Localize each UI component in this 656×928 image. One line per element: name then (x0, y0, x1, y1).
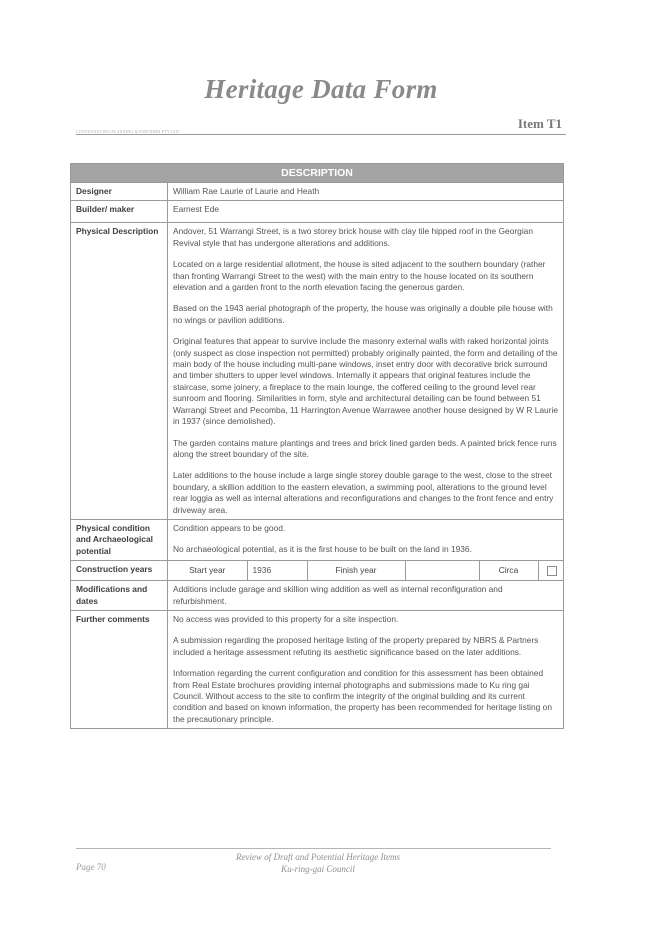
page-title: Heritage Data Form (204, 74, 438, 104)
paragraph: Condition appears to be good. (173, 522, 286, 533)
circa-cell (538, 561, 565, 580)
physical-description-row (71, 223, 564, 520)
footer-council-name: Ku-ring-gai Council (281, 864, 355, 874)
designer-row (71, 183, 564, 201)
further-comments-label: Further comments (71, 610, 168, 728)
start-year-label: Start year (189, 564, 226, 575)
physical-description-value (168, 223, 564, 520)
finish-year-value (405, 561, 479, 580)
modifications-value: Additions include garage and skillion wing addition as well as internal reconfiguration and refurbishment. (168, 581, 564, 611)
circa-checkbox[interactable] (547, 566, 557, 576)
start-year-value: 1936 (247, 561, 307, 580)
paragraph: No access was provided to this property for a site inspection. (173, 613, 399, 624)
construction-years-row (71, 561, 564, 581)
paragraph: No archaeological potential, as it is the first house to be built on the land in 1936. (173, 544, 472, 555)
construction-years-label: Construction years (71, 561, 168, 581)
paragraph: Located on a large residential allotment, the house is sited adjacent to the southern boundary (rather than fronting Warrangi Street to the west) with the main entry to the house located on its southern elevation and a garden front to the north elevation facing the generous garden. (173, 259, 546, 293)
section-header: DESCRIPTION (71, 164, 564, 183)
footer-rule (76, 848, 551, 849)
modifications-label: Modifications and dates (71, 581, 168, 611)
finish-year-label: Finish year (307, 561, 405, 580)
further-comments-row (71, 610, 564, 728)
item-label: Item T1 (517, 116, 562, 131)
designer-label: Designer (71, 183, 168, 201)
paragraph: Based on the 1943 aerial photograph of the property, the house was originally a double pile house with no wings or pavilion additions. (173, 303, 553, 325)
builder-row (71, 201, 564, 223)
modifications-row (71, 581, 564, 611)
header-small-text: CONVEYANCING PLANNING & PARTNERS PTY LTD (76, 129, 179, 134)
designer-value: William Rae Laurie of Laurie and Heath (168, 183, 564, 201)
page-number: Page 70 (76, 862, 106, 872)
builder-value: Earnest Ede (168, 201, 564, 223)
builder-label: Builder/ maker (71, 201, 168, 223)
paragraph: Andover, 51 Warrangi Street, is a two storey brick house with clay tile hipped roof in the Georgian Revival style that has undergone alterations and additions. (173, 226, 533, 248)
physical-description-label: Physical Description (71, 223, 168, 520)
heritage-form-table (70, 163, 564, 729)
paragraph: A submission regarding the proposed heritage listing of the property prepared by NBRS & Partners included a heritage assessment refuting its aesthetic significance based on the later additions. (173, 635, 539, 657)
physical-condition-label: Physical condition and Archaeological potential (71, 519, 168, 560)
further-comments-value (168, 610, 564, 728)
footer-document-title: Review of Draft and Potential Heritage Items (236, 852, 400, 862)
circa-label: Circa (479, 561, 538, 580)
physical-condition-row (71, 519, 564, 560)
paragraph: Information regarding the current configuration and condition for this assessment has been obtained from Real Estate brochures providing internal photographs and submissions made to Ku ring gai Council. Without access to the site to confirm the integrity of the original building and its current condition and based on known information, the property has been recommended for heritage listing on the precautionary principle. (173, 668, 552, 724)
paragraph: Later additions to the house include a large single storey double garage to the west, close to the street boundary, a skillion addition to the eastern elevation, a swimming pool, alterations to the ground level rear loggia as well as internal alterations and reconfigurations and changes to the front fence and entry driveway area. (173, 470, 554, 515)
physical-condition-value (168, 519, 564, 560)
construction-years-value (168, 561, 564, 581)
construction-years-table (168, 561, 565, 580)
paragraph: The garden contains mature plantings and trees and brick lined garden beds. A painted brick fence runs along the street boundary of the site. (173, 437, 557, 459)
paragraph: Original features that appear to survive include the masonry external walls with raked horizontal joints (only suspect as close inspection not permitted) probably originally painted, the form and detailing of the main body of the house including multi-pane windows, inset entry door with decorative brick surround and timber shutters to upper level windows. Internally it appears that original features include the staircase, some joinery, a fireplace to the main lounge, the coffered ceiling to the ground level rear sunroom and flooring. Similarities in form, style and architectural detailing can be found between 51 Warrangi Street and Pecomba, 11 Harrington Avenue Warrawee another house designed by W R Laurie in 1937 (since demolished). (173, 336, 558, 427)
header-rule (76, 134, 566, 135)
